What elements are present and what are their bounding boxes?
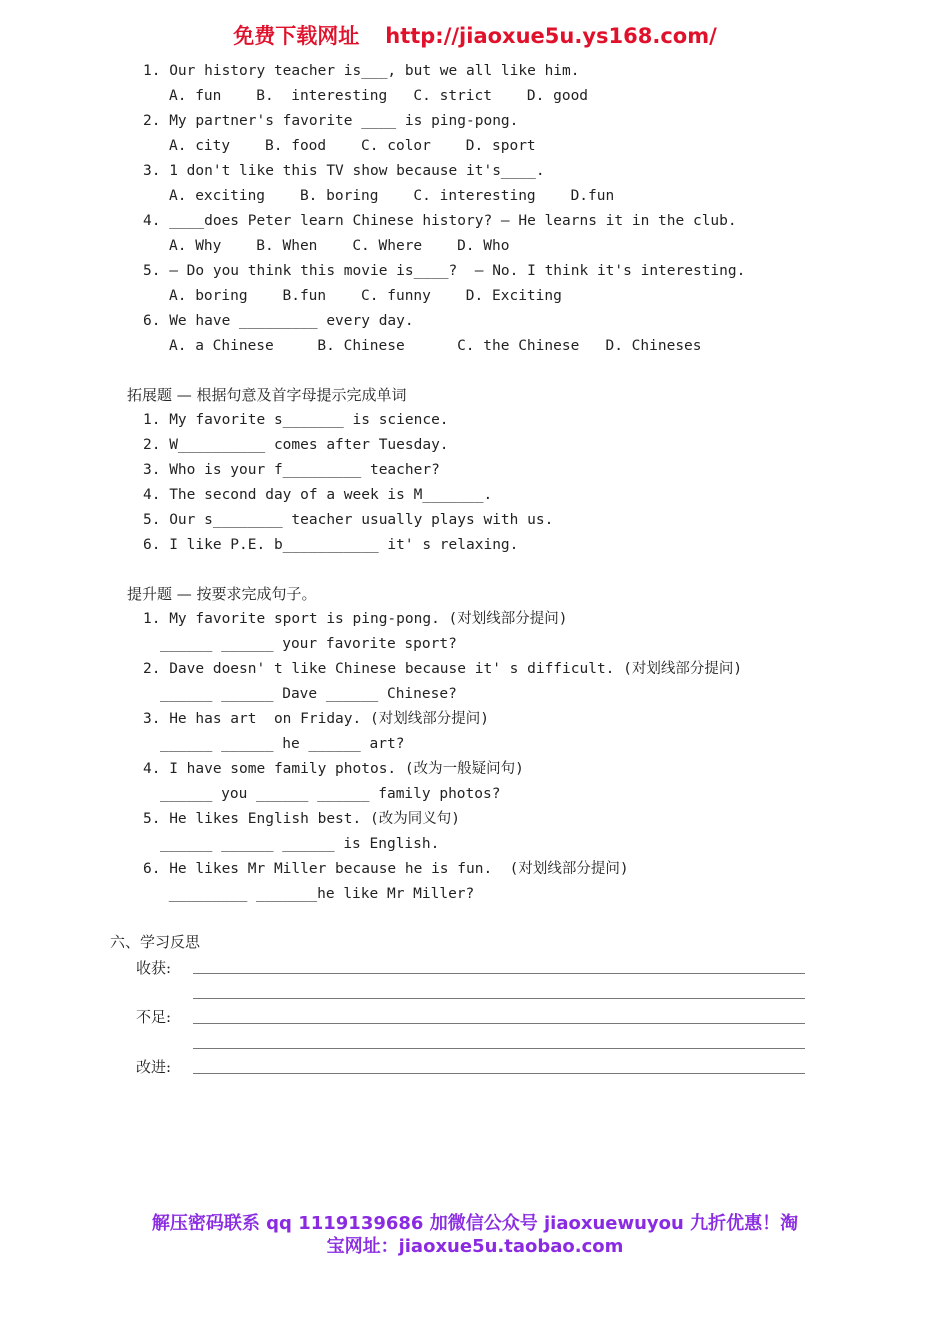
- choice-options-6: A. a Chinese B. Chinese C. the Chinese D. Chineses: [169, 338, 702, 354]
- footer-contact: 解压密码联系 qq 1119139686 加微信公众号 jiaoxuewuyou 九折优惠！淘: [151, 1213, 799, 1234]
- download-header: [0, 20, 950, 50]
- improve-question-2: 2. Dave doesn' t like Chinese because it' s difficult. (对划线部分提问): [143, 661, 743, 677]
- shortfall-line-2: [193, 1048, 805, 1049]
- choice-options-5: A. boring B.fun C. funny D. Exciting: [169, 288, 562, 304]
- extend-section-title: 拓展题 — 根据句意及首字母提示完成单词: [127, 386, 407, 404]
- improve-section-title: 提升题 — 按要求完成句子。: [127, 585, 317, 603]
- choice-question-6: 6. We have _________ every day.: [143, 313, 414, 329]
- harvest-line-2: [193, 998, 805, 999]
- reflection-harvest-label: 收获:: [136, 959, 172, 977]
- footer-shop-url: 宝网址：jiaoxue5u.taobao.com: [326, 1236, 624, 1257]
- harvest-line-1: [193, 973, 805, 974]
- extend-item-3: 3. Who is your f_________ teacher?: [143, 462, 440, 478]
- extend-item-1: 1. My favorite s_______ is science.: [143, 412, 449, 428]
- choice-options-2: A. city B. food C. color D. sport: [169, 138, 536, 154]
- choice-question-1: 1. Our history teacher is___, but we all like him.: [143, 63, 580, 79]
- choice-question-4: 4. ____does Peter learn Chinese history? — He learns it in the club.: [143, 213, 737, 229]
- choice-options-1: A. fun B. interesting C. strict D. good: [169, 88, 589, 104]
- header-label: 免费下载网址: [233, 24, 360, 48]
- improve-question-6: 6. He likes Mr Miller because he is fun. (对划线部分提问): [143, 861, 629, 877]
- improve-question-3: 3. He has art on Friday. (对划线部分提问): [143, 711, 489, 727]
- improve-answer-6: _________ _______he like Mr Miller?: [160, 886, 475, 902]
- improve-line-1: [193, 1073, 805, 1074]
- choice-options-4: A. Why B. When C. Where D. Who: [169, 238, 510, 254]
- reflection-title: 六、学习反思: [110, 933, 201, 951]
- shortfall-line-1: [193, 1023, 805, 1024]
- choice-question-5: 5. — Do you think this movie is____? — No. I think it's interesting.: [143, 263, 746, 279]
- choice-options-3: A. exciting B. boring C. interesting D.fun: [169, 188, 615, 204]
- improve-question-4: 4. I have some family photos. (改为一般疑问句): [143, 761, 524, 777]
- extend-item-6: 6. I like P.E. b___________ it' s relaxing.: [143, 537, 519, 553]
- choice-question-2: 2. My partner's favorite ____ is ping-pong.: [143, 113, 519, 129]
- improve-answer-1: ______ ______ your favorite sport?: [160, 636, 457, 652]
- extend-item-4: 4. The second day of a week is M_______.: [143, 487, 493, 503]
- improve-answer-5: ______ ______ ______ is English.: [160, 836, 440, 852]
- extend-item-5: 5. Our s________ teacher usually plays with us.: [143, 512, 554, 528]
- improve-question-5: 5. He likes English best. (改为同义句): [143, 811, 460, 827]
- reflection-shortfall-label: 不足:: [136, 1008, 172, 1026]
- extend-item-2: 2. W__________ comes after Tuesday.: [143, 437, 449, 453]
- improve-answer-3: ______ ______ he ______ art?: [160, 736, 405, 752]
- choice-question-3: 3. 1 don't like this TV show because it's____.: [143, 163, 545, 179]
- improve-question-1: 1. My favorite sport is ping-pong. (对划线部分提问): [143, 611, 568, 627]
- improve-answer-2: ______ ______ Dave ______ Chinese?: [160, 686, 457, 702]
- header-url[interactable]: http://jiaoxue5u.ys168.com/: [385, 24, 717, 48]
- improve-answer-4: ______ you ______ ______ family photos?: [160, 786, 501, 802]
- reflection-improve-label: 改进:: [136, 1058, 172, 1076]
